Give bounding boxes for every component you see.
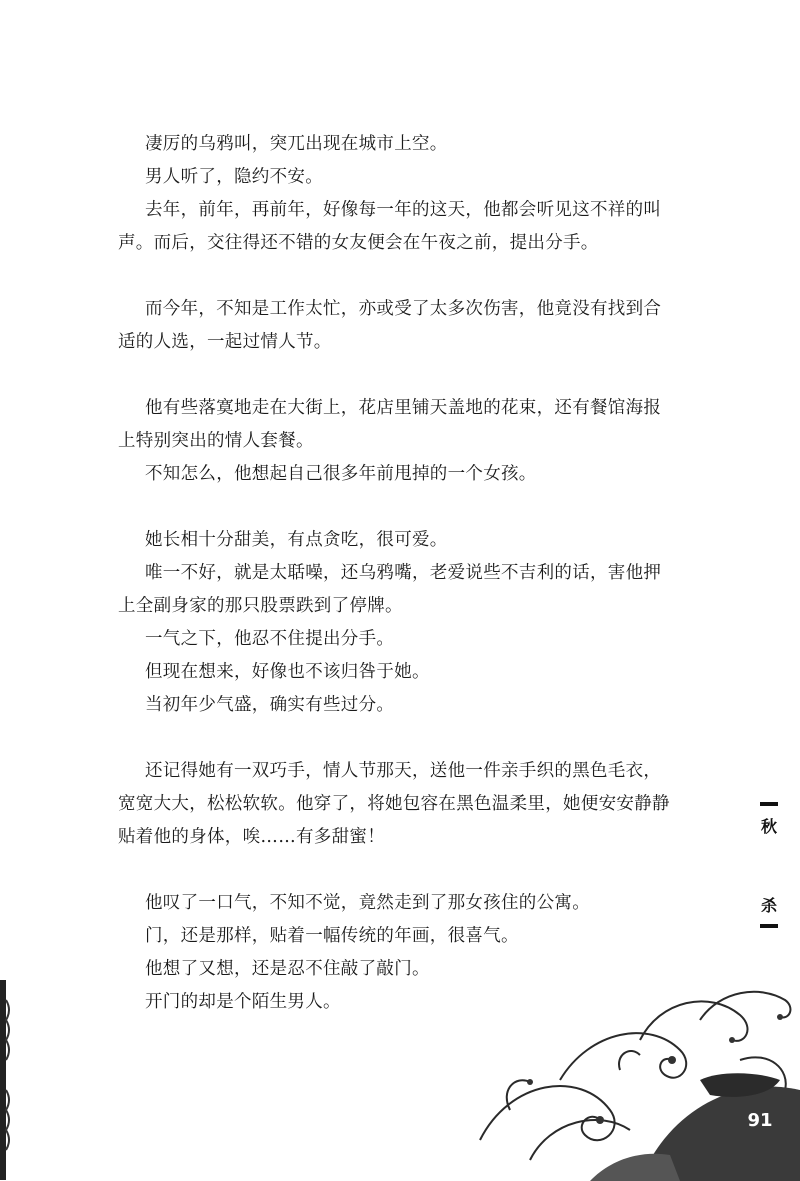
paragraph-line: 男人听了，隐约不安。 <box>145 167 323 187</box>
paragraph-line: 而今年，不知是工作太忙，亦或受了太多次伤害，他竟没有找到合 <box>145 299 662 319</box>
paragraph-line: 他有些落寞地走在大街上，花店里铺天盖地的花束，还有餐馆海报 <box>145 398 662 418</box>
paragraph-line: 适的人选，一起过情人节。 <box>118 332 332 352</box>
paragraph-line: 去年，前年，再前年，好像每一年的这天，他都会听见这不祥的叫 <box>145 200 662 220</box>
paragraph-gap <box>118 854 708 887</box>
paragraph-line: 他想了又想，还是忍不住敲了敲门。 <box>145 959 430 979</box>
paragraph-line: 他叹了一口气，不知不觉，竟然走到了那女孩住的公寓。 <box>145 893 590 913</box>
paragraph-line: 唯一不好，就是太聒噪，还乌鸦嘴，老爱说些不吉利的话，害他押 <box>145 563 662 583</box>
paragraph-line: 门，还是那样，贴着一幅传统的年画，很喜气。 <box>145 926 519 946</box>
paragraph-line: 凄厉的乌鸦叫，突兀出现在城市上空。 <box>145 134 448 154</box>
paragraph-line: 当初年少气盛，确实有些过分。 <box>145 695 395 715</box>
title-char-1: 秋 <box>760 817 777 836</box>
paragraph-line: 上特别突出的情人套餐。 <box>118 431 314 451</box>
paragraph-line: 还记得她有一双巧手，情人节那天，送他一件亲手织的黑色毛衣， <box>145 761 662 781</box>
paragraph-line: 不知怎么，他想起自己很多年前甩掉的一个女孩。 <box>145 464 537 484</box>
title-bracket-bottom <box>760 924 778 928</box>
paragraph-gap <box>118 722 708 755</box>
paragraph-gap <box>118 359 708 392</box>
paragraph-gap <box>118 491 708 524</box>
floral-swirl-ornament <box>440 960 800 1181</box>
page-edge-decoration <box>0 980 14 1180</box>
paragraph-line: 她长相十分甜美，有点贪吃，很可爱。 <box>145 530 448 550</box>
paragraph-line: 宽宽大大，松松软软。他穿了，将她包容在黑色温柔里，她便安安静静 <box>118 794 670 814</box>
chapter-side-title <box>756 802 782 928</box>
title-bracket-top <box>760 802 778 806</box>
paragraph-gap <box>118 260 708 293</box>
paragraph-line: 一气之下，他忍不住提出分手。 <box>145 629 395 649</box>
paragraph-line: 开门的却是个陌生男人。 <box>145 992 341 1012</box>
paragraph-line: 贴着他的身体，唉……有多甜蜜！ <box>118 827 385 847</box>
paragraph-line: 声。而后，交往得还不错的女友便会在午夜之前，提出分手。 <box>118 233 599 253</box>
paragraph-line: 但现在想来，好像也不该归咎于她。 <box>145 662 430 682</box>
page-number: 91 <box>747 1110 773 1131</box>
paragraph-line: 上全副身家的那只股票跌到了停牌。 <box>118 596 403 616</box>
body-text <box>118 128 708 1019</box>
title-char-2: 杀 <box>760 896 777 915</box>
